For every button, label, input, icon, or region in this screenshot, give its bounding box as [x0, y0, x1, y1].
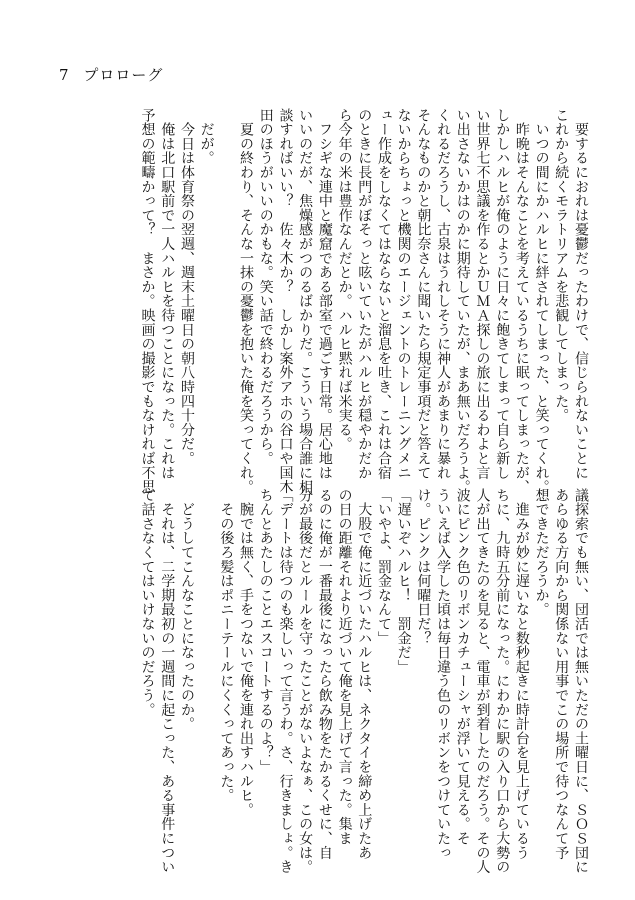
text-line: いつの間にかハルヒに絆されてしまった、と笑ってくれ。 [533, 108, 550, 495]
text-line: いいのだが、焦燥感がつのるばかりだ。こういう場合誰に相 [297, 108, 314, 495]
text-line: 人が出てきたのを見ると、電車が到着したのだろう。その人 [474, 488, 491, 875]
text-line: 「遅いぞハルヒ！ 罰金だ」 [395, 488, 412, 674]
running-header [59, 64, 163, 85]
text-line: け。ピンクは何曜日だ？ [415, 488, 432, 646]
text-line: 進みが妙に遅いなと数秒起きに時計台を見上げているう [513, 488, 530, 860]
text-line: しかしハルヒが俺のように日々に飽きてしまって自ら新し [494, 108, 511, 480]
upper-text-block [137, 108, 590, 495]
text-line: 腕では無く、手をつないで俺を連れ出すハルヒ。 [238, 488, 255, 817]
text-line: 議探索でも無い、団活では無いただの土曜日に、ＳＯＳ団に [573, 488, 589, 875]
blank-line [196, 488, 216, 862]
text-line: 予想の範疇かって？ まさか。映画の撮影でもなければ不思 [139, 108, 156, 495]
text-line: 俺は北口駅前で一人ハルヒを待つことになった。これは [159, 108, 176, 480]
text-line: て話さなくてはいけないのだろう。 [139, 488, 156, 717]
text-line: 波にピンク色のリボンカチューシャが浮いて見える。そ [454, 488, 471, 846]
text-line: その後ろ髪はポニーテールにくくってあった。 [218, 488, 235, 803]
text-line: ちんとあたしのことエスコートするのよ？」 [257, 488, 274, 774]
text-line: ュー作成をしなくてはならないと溜息を吐き、これは合宿 [375, 108, 392, 480]
blank-line [216, 108, 236, 478]
text-line: 想できただろうか。 [533, 488, 550, 617]
text-line: るのに俺が一番最後になったら飲み物をたかるくせに、自 [316, 488, 333, 860]
text-line: の日の距離それより近づいて俺を見上げて言った。集ま [336, 488, 353, 846]
lower-text-block [137, 488, 590, 875]
text-line: 談すればいい？ 佐々木か？ しかし案外アホの谷口や国木 [277, 108, 294, 495]
text-line: 「いやよ、罰金なんて」 [375, 488, 392, 646]
text-line: ういえば入学した頃は毎日違う色のリボンをつけていたっ [435, 488, 452, 860]
text-line: だが。 [198, 108, 215, 166]
text-line: 要するにおれは憂鬱だったわけで、信じられないことに [573, 108, 589, 480]
text-line: 田のほうがいいのかもな。笑い話で終わるだろうから。 [257, 108, 274, 466]
text-line: 分が最後だとルールを守ったことがないよなぁ、この女は。 [297, 488, 314, 875]
text-line: 「デートは待つのも楽しいって言うわ。さ、行きましょ。き [277, 488, 294, 875]
page-number: 7 [59, 66, 70, 84]
text-line: 夏の終わり、そんな一抹の憂鬱を抱いた俺を笑ってくれ。 [238, 108, 255, 495]
text-line: のときに長門がぼそっと呟いていたがハルヒが穏やかだか [356, 108, 373, 480]
text-line: ないからちょっと機関のエージェントのトレーニングメニ [395, 108, 412, 480]
text-line: どうしてこんなことになったのか。 [178, 488, 195, 732]
text-line: これから続くモラトリアムを悲観してしまった。 [553, 108, 570, 423]
text-line: 昨晩はそんなことを考えているうちに眠ってしまったが、 [513, 108, 530, 495]
text-line: 今日は体育祭の翌週、週末土曜日の朝八時四十分だ。 [178, 108, 195, 466]
text-line: それは、二学期最初の一週間に起こった、ある事件につい [159, 488, 176, 875]
text-line: フシギな連中と魔窟である部室で過ごす日常。居心地は [316, 108, 333, 480]
text-line: くれるだろうし、古泉はうれしそうに神人があまりに暴れ [435, 108, 452, 480]
text-line: あらゆる方向から関係ない用事でこの場所で待つなんて予 [553, 488, 570, 860]
text-line: 大股で俺に近づいたハルヒは、ネクタイを締め上げたあ [356, 488, 373, 860]
text-line: ちに、九時五分前になった。にわかに駅の入り口から大勢の [494, 488, 511, 875]
section-title: プロローグ [83, 66, 164, 84]
text-line: い出さないかはのかに期待していたが、まあ無いだろうよ。 [454, 108, 471, 495]
text-line: そんなものかと朝比奈さんに聞いたら規定事項だと答えて [415, 108, 432, 480]
text-line: ら今年の米は豊作なんだとか。ハルヒ黙れば米実る。 [336, 108, 353, 452]
text-line: い世界七不思議を作るとかＵＭＡ探しの旅に出るわよと言 [474, 108, 491, 480]
